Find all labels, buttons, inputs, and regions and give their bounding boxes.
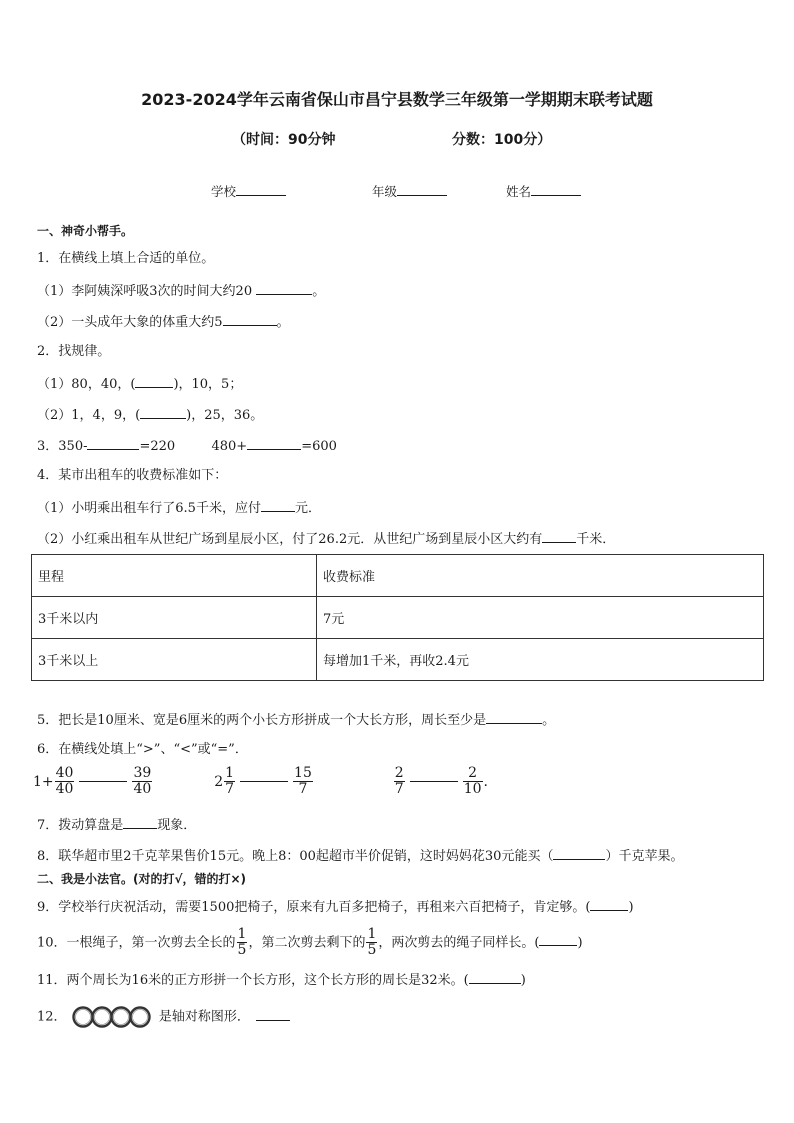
question-12-number: 12． — [37, 1009, 67, 1025]
question-7-end: 现象． — [157, 818, 197, 833]
question-9-end: ) — [628, 900, 634, 915]
table-cell: 3千米以上 — [32, 639, 317, 681]
question-1-2 — [37, 314, 290, 329]
question-4-2-text: （2）小红乘出租车从世纪广场到星辰小区，付了26.2元．从世纪广场到星辰小区大约有 — [37, 532, 543, 547]
answer-blank — [261, 500, 295, 512]
numerator: 2 — [463, 766, 483, 782]
numerator: 40 — [55, 765, 74, 781]
question-1-2-text: （2）一头成年大象的体重大约5 — [37, 315, 223, 330]
question-8-end: ）千克苹果。 — [605, 849, 684, 864]
question-10-text-b: ，第二次剪去剩下的 — [248, 935, 366, 951]
denominator: 5 — [367, 942, 377, 959]
question-1-2-end: 。 — [276, 315, 290, 330]
question-4-2-end: 千米． — [576, 532, 616, 547]
question-1-1-end: 。 — [312, 284, 326, 299]
question-8 — [37, 848, 683, 863]
numerator: 1 — [237, 926, 247, 942]
question-3-part-c: 480+ — [211, 439, 248, 454]
question-2-2-end: )，25，36。 — [186, 408, 264, 423]
question-10-text-c: ，两次剪去的绳子同样长。( — [378, 935, 540, 951]
grade-label: 年级 — [372, 184, 398, 199]
question-8-text: 8．联华超市里2千克苹果售价15元。晚上8：00起超市半价促销，这时妈妈花30元能买（ — [37, 849, 554, 864]
prefix-text: 1+ — [33, 773, 54, 790]
question-7-text: 7．拨动算盘是 — [37, 818, 124, 833]
question-1: 1．在横线上填上合适的单位。 — [37, 251, 215, 266]
school-field — [211, 184, 286, 199]
fraction — [55, 766, 75, 798]
compare-blank — [79, 781, 127, 782]
answer-blank — [469, 972, 521, 984]
answer-blank — [87, 438, 139, 450]
table-cell: 3千米以内 — [32, 597, 317, 639]
comparison-c — [393, 765, 488, 798]
numerator: 2 — [394, 765, 404, 781]
time-label: （时间：90分钟 — [232, 132, 336, 148]
question-11-text: 11．两个周长为16米的正方形拼一个长方形，这个长方形的周长是32米。( — [37, 973, 469, 988]
table-header-row — [32, 555, 764, 597]
question-3-part-d: =600 — [301, 439, 337, 454]
numerator: 1 — [225, 765, 235, 781]
fraction — [463, 766, 483, 798]
question-12 — [37, 1005, 290, 1029]
fraction — [394, 766, 405, 798]
answer-blank — [256, 283, 312, 295]
fraction — [366, 927, 377, 959]
score-label: 分数：100分） — [452, 132, 552, 148]
name-field — [506, 184, 581, 199]
denominator: 7 — [225, 781, 235, 798]
question-10-end: ) — [577, 935, 583, 951]
table-header-cell: 里程 — [32, 555, 317, 597]
table-cell: 7元 — [317, 597, 764, 639]
table-row — [32, 597, 764, 639]
question-5-end: 。 — [542, 713, 556, 728]
answer-blank — [247, 438, 301, 450]
name-blank — [531, 184, 581, 196]
compare-blank — [240, 781, 288, 782]
four-rings-icon — [71, 1005, 155, 1029]
question-6: 6．在横线处填上“>”、“<”或“=”． — [37, 742, 248, 757]
answer-blank — [486, 712, 542, 724]
table-cell: 每增加1千米，再收2.4元 — [317, 639, 764, 681]
denominator: 10 — [463, 781, 482, 798]
question-3 — [37, 438, 337, 453]
question-3-part-b: =220 — [139, 439, 176, 454]
grade-field — [372, 184, 447, 199]
question-4-1-end: 元． — [294, 501, 321, 516]
grade-blank — [397, 184, 447, 196]
question-2-1 — [37, 376, 242, 391]
question-2-2 — [37, 407, 263, 422]
answer-blank — [539, 934, 577, 946]
numerator: 1 — [367, 926, 377, 942]
comparison-b — [214, 765, 318, 798]
section-2-heading: 二、我是小法官。(对的打√，错的打×) — [37, 872, 247, 886]
answer-blank — [590, 899, 628, 911]
section-1-heading: 一、神奇小帮手。 — [37, 224, 134, 238]
question-2-1-end: )，10，5； — [173, 377, 243, 392]
question-11 — [37, 972, 526, 987]
comparison-a — [33, 765, 158, 798]
denominator: 7 — [394, 781, 404, 798]
name-label: 姓名 — [506, 184, 532, 199]
question-1-1-text: （1）李阿姨深呼吸3次的时间大约20 — [37, 284, 253, 299]
answer-blank — [123, 817, 157, 829]
denominator: 7 — [298, 781, 308, 798]
numerator: 39 — [133, 765, 152, 781]
answer-blank — [223, 314, 277, 326]
denominator: 40 — [55, 781, 74, 798]
denominator: 5 — [237, 942, 247, 959]
question-10 — [37, 927, 583, 959]
answer-blank — [542, 531, 576, 543]
numerator: 15 — [294, 765, 312, 781]
answer-blank — [140, 407, 186, 419]
school-label: 学校 — [211, 184, 237, 199]
question-4: 4．某市出租车的收费标准如下： — [37, 468, 228, 483]
question-6-comparisons — [33, 766, 488, 798]
compare-blank — [410, 781, 458, 782]
fraction — [237, 927, 248, 959]
fraction — [224, 766, 235, 798]
table-row — [32, 639, 764, 681]
fraction — [293, 766, 313, 798]
answer-blank — [135, 376, 173, 388]
question-2-2-text: （2）1，4，9，( — [37, 408, 141, 423]
question-3-part-a: 3．350- — [37, 439, 88, 454]
fare-table — [31, 554, 764, 681]
question-7 — [37, 817, 196, 832]
table-header-cell: 收费标准 — [317, 555, 764, 597]
question-1-1 — [37, 283, 325, 298]
answer-blank — [553, 848, 605, 860]
question-4-2 — [37, 531, 615, 546]
question-4-1-text: （1）小明乘出租车行了6.5千米，应付 — [37, 501, 261, 516]
question-2: 2．找规律。 — [37, 344, 111, 359]
fraction — [132, 766, 152, 798]
answer-blank — [256, 1009, 290, 1021]
question-11-end: ) — [520, 973, 526, 988]
question-9 — [37, 899, 634, 914]
question-12-text: 是轴对称图形． — [158, 1009, 250, 1025]
denominator: 40 — [133, 781, 152, 798]
question-5 — [37, 712, 555, 727]
question-10-text-a: 10．一根绳子，第一次剪去全长的 — [37, 935, 236, 951]
school-blank — [236, 184, 286, 196]
question-4-1 — [37, 500, 321, 515]
question-5-text: 5．把长是10厘米、宽是6厘米的两个小长方形拼成一个大长方形，周长至少是 — [37, 713, 487, 728]
period: . — [483, 773, 488, 790]
whole-number: 2 — [214, 773, 224, 790]
question-2-1-text: （1）80，40，( — [37, 377, 136, 392]
page-title: 2023-2024学年云南省保山市昌宁县数学三年级第一学期期末联考试题 — [141, 90, 653, 109]
question-9-text: 9．学校举行庆祝活动，需要1500把椅子，原来有九百多把椅子，再租来六百把椅子，肯定够。( — [37, 900, 591, 915]
